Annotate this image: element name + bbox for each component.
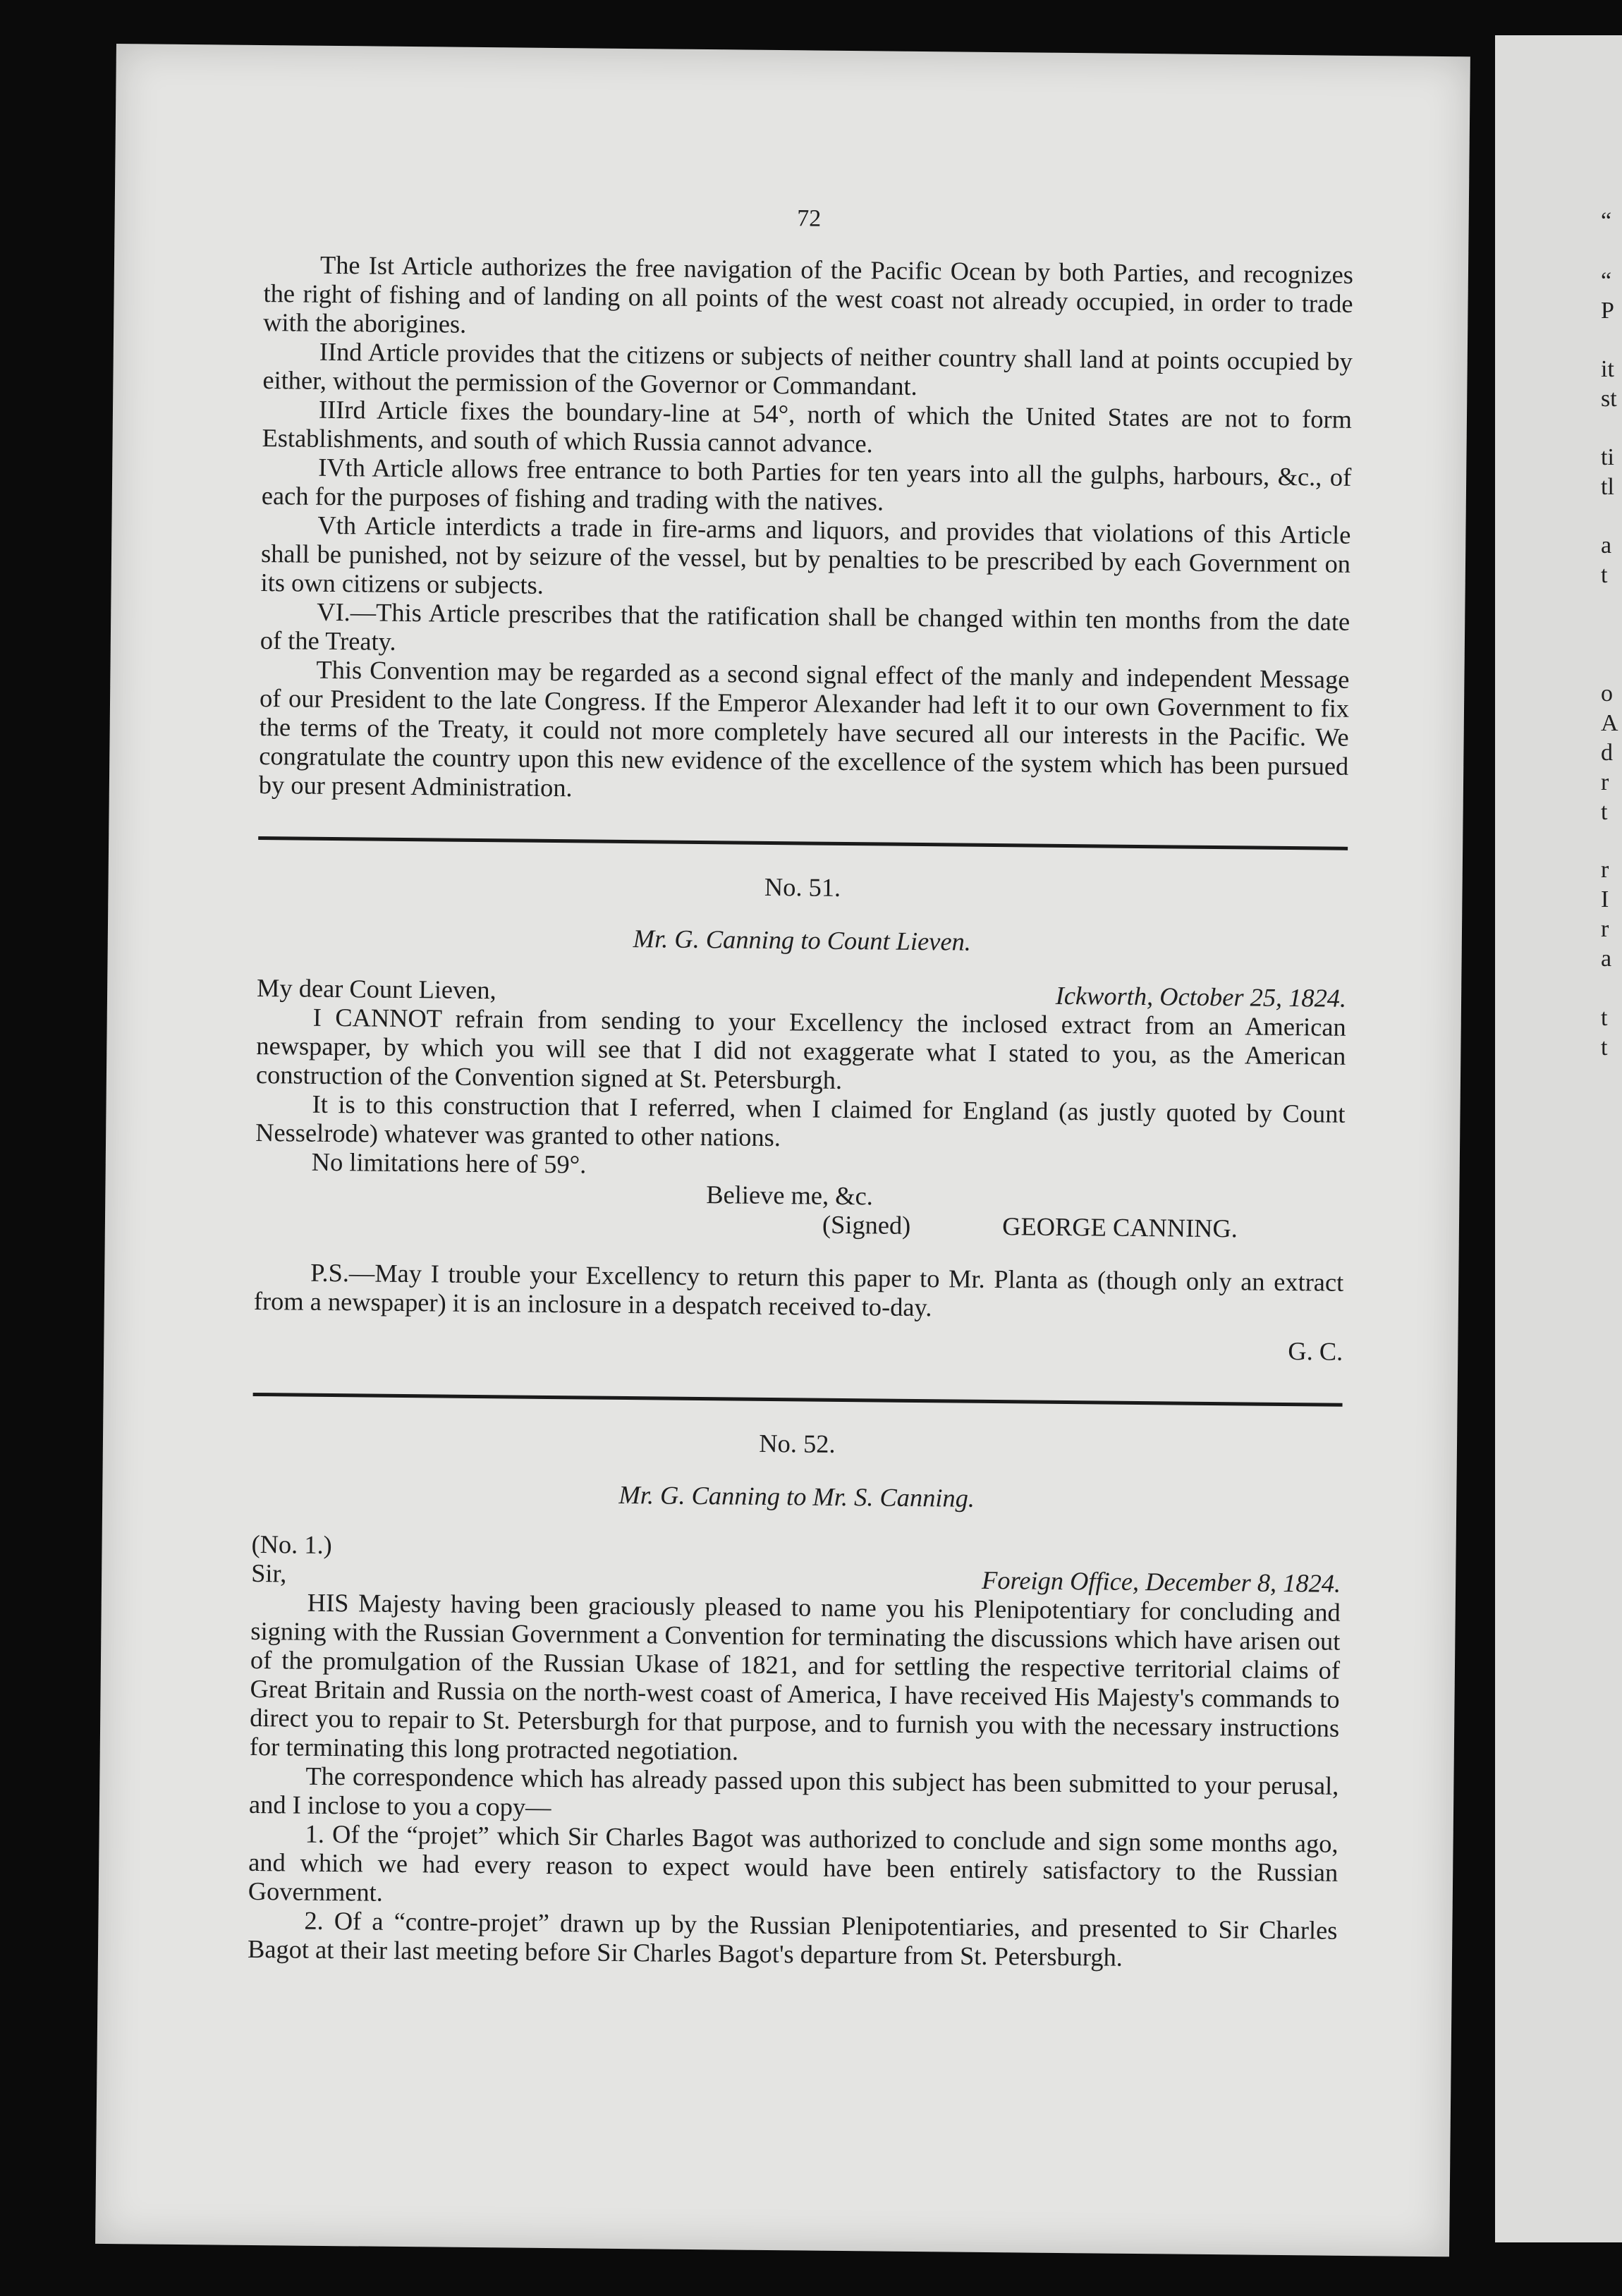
adjacent-fragment: a bbox=[1601, 532, 1612, 558]
letter-paragraph: HIS Majesty having been graciously pleased to name you his Plenipotentiary for concluding and signing with the Russian Government a Convention for terminating the discussions which have arisen out of the promulgation of the Russian Ukase of 1821, and for settling the respective territorial claims of Great Britain and Russia on the north-west coast of America, I have received His Majesty's commands to direct you to repair to St. Petersburgh for that purpose, and to furnish you with the necessary instructions for terminating this long protracted negotiation. bbox=[249, 1588, 1341, 1766]
article-paragraph: IInd Article provides that the citizens or subjects of neither country shall land at points occupied by either, without the permission of the Governor or Commandant. bbox=[262, 337, 1353, 401]
adjacent-fragment: “ bbox=[1601, 208, 1612, 234]
article-paragraph: The Ist Article authorizes the free navigation of the Pacific Ocean by both Parties, and recognizes the right of fishing and of landing on all points of the west coast not already occupied, in order to trade with the aborigines. bbox=[263, 250, 1354, 338]
letter-paragraph: 2. Of a “contre-projet” drawn up by the Russian Plenipotentiaries, and presented to Sir Charles Bagot at their last meeting before Sir Charles Bagot's departure from St. Petersburgh. bbox=[247, 1906, 1338, 1972]
article-paragraph: This Convention may be regarded as a second signal effect of the manly and independent Message of our President to the late Congress. If the Emperor Alexander had left it to our own Government to fix the terms of the Treaty, it could not more completely have secured all our interests in the Pacific. We congratulate the country upon this new evidence of the excellence of the system which has been pursued by our present Administration. bbox=[258, 655, 1350, 802]
adjacent-fragment: “ bbox=[1601, 268, 1612, 294]
document-page bbox=[95, 44, 1470, 2257]
article-paragraph: Vth Article interdicts a trade in fire-arms and liquors, and provides that violations of this Article shall be punished, not by seizure of the vessel, but by penalties to be prescribed by each Government on its own citizens or subjects. bbox=[260, 511, 1351, 599]
page-number: 72 bbox=[796, 205, 822, 232]
adjacent-fragment: r bbox=[1601, 769, 1609, 795]
document-number: No. 51. bbox=[764, 872, 841, 902]
letter-paragraph: 1. Of the “projet” which Sir Charles Bagot was authorized to conclude and sign some months ago, and which we had every reason to expect would have been entirely satisfactory to the Russian Government. bbox=[248, 1819, 1339, 1907]
letter-paragraph: No limitations here of 59°. bbox=[311, 1147, 587, 1179]
place-date: Foreign Office, December 8, 1824. bbox=[981, 1565, 1341, 1598]
adjacent-fragment: st bbox=[1601, 386, 1617, 412]
adjacent-fragment: r bbox=[1601, 916, 1609, 942]
adjacent-fragment: P bbox=[1601, 298, 1614, 324]
adjacent-fragment: t bbox=[1601, 562, 1608, 588]
adjacent-fragment: t bbox=[1601, 1034, 1608, 1061]
adjacent-fragment: ti bbox=[1601, 444, 1614, 470]
document-51 bbox=[253, 868, 1348, 1367]
adjacent-fragment: o bbox=[1601, 680, 1613, 707]
opening-articles bbox=[259, 250, 1353, 810]
article-paragraph: IIIrd Article fixes the boundary-line at 54°, north of which the United States are not to form Establishments, and south of which Russia cannot advance. bbox=[262, 395, 1353, 458]
section-divider bbox=[253, 1393, 1343, 1407]
adjacent-fragment: t bbox=[1601, 1005, 1608, 1031]
adjacent-fragment: tl bbox=[1601, 474, 1614, 500]
adjacent-page-edge bbox=[1495, 35, 1622, 2242]
letter-paragraph: It is to this construction that I referred, when I claimed for England (as justly quoted by Count Nesselrode) whatever was granted to other nations. bbox=[255, 1089, 1346, 1152]
initials: G. C. bbox=[1288, 1337, 1343, 1366]
section-divider bbox=[258, 836, 1348, 850]
article-paragraph: IVth Article allows free entrance to both Parties for ten years into all the gulphs, harbours, &c., of each for the purposes of fishing and trading with the natives. bbox=[261, 453, 1352, 516]
page-content bbox=[248, 151, 1355, 1974]
adjacent-fragment: a bbox=[1601, 946, 1612, 972]
place-date: Ickworth, October 25, 1824. bbox=[1055, 981, 1347, 1013]
salutation: My dear Count Lieven, bbox=[256, 973, 496, 1005]
document-title: Mr. G. Canning to Mr. S. Canning. bbox=[618, 1480, 975, 1513]
document-title: Mr. G. Canning to Count Lieven. bbox=[633, 924, 972, 956]
adjacent-fragment: it bbox=[1601, 356, 1614, 382]
closing: Believe me, &c. bbox=[706, 1180, 874, 1211]
adjacent-fragment: A bbox=[1601, 710, 1618, 736]
article-paragraph: VI.—This Article prescribes that the ratification shall be changed within ten months from the date of the Treaty. bbox=[260, 597, 1350, 656]
letter-paragraph: The correspondence which has already passed upon this subject has been submitted to your perusal, and I inclose to you a copy— bbox=[248, 1761, 1339, 1822]
signature: GEORGE CANNING. bbox=[1002, 1212, 1238, 1243]
adjacent-fragment: t bbox=[1601, 799, 1608, 825]
adjacent-fragment: r bbox=[1601, 857, 1609, 883]
adjacent-fragment: I bbox=[1601, 886, 1609, 912]
document-52 bbox=[248, 1424, 1342, 1974]
despatch-reference: (No. 1.) bbox=[251, 1529, 332, 1560]
signed-label: (Signed) bbox=[822, 1210, 911, 1240]
postscript: P.S.—May I trouble your Excellency to return this paper to Mr. Planta as (though only an extract from a newspaper) it is an inclosure in a despatch received to-day. bbox=[253, 1258, 1344, 1322]
adjacent-fragment: d bbox=[1601, 740, 1613, 766]
letter-paragraph: I CANNOT refrain from sending to your Excellency the inclosed extract from an American newspaper, by which you will see that I did not exaggerate what I stated to you, as the American construction of the Convention signed at St. Petersburgh. bbox=[255, 1003, 1346, 1094]
document-number: No. 52. bbox=[759, 1429, 836, 1458]
salutation: Sir, bbox=[250, 1558, 287, 1588]
